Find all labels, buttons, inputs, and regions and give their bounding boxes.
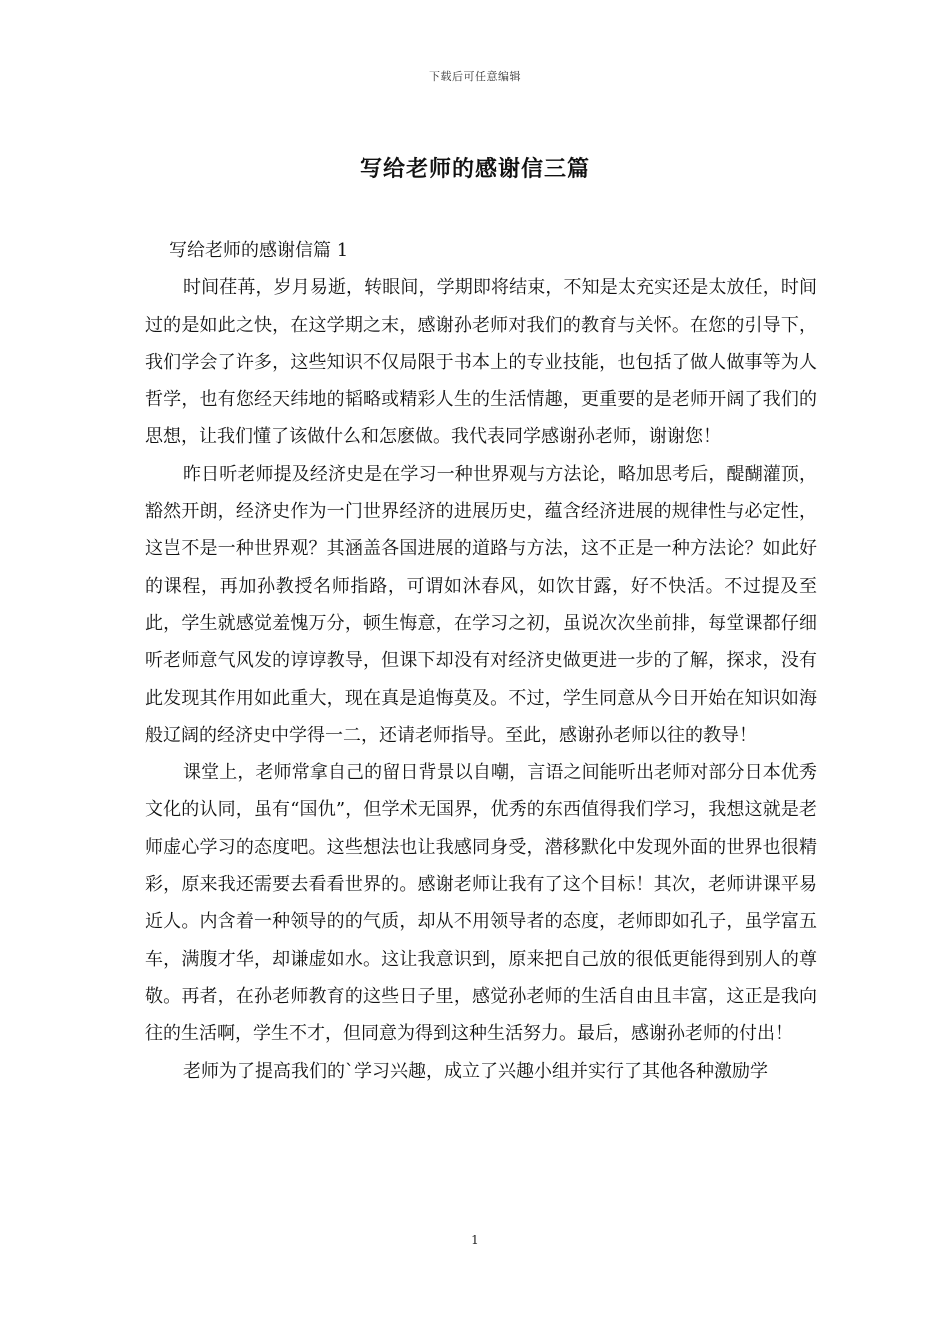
header-note: 下载后可任意编辑	[429, 70, 521, 83]
paragraph-2: 昨日听老师提及经济史是在学习一种世界观与方法论，略加思考后，醍醐灌顶，豁然开朗，经济史作为一门世界经济的进展历史，蕴含经济进展的规律性与必定性，这岂不是一种世界观？其涵盖各国进展的道路与方法，这不正是一种方法论？如此好的课程，再加孙教授名师指路，可谓如沐春风，如饮甘露，好不快活。不过提及至此，学生就感觉羞愧万分，顿生悔意，在学习之初，虽说次次坐前排，每堂课都仔细听老师意气风发的谆谆教导，但课下却没有对经济史做更进一步的了解，探求，没有此发现其作用如此重大，现在真是追悔莫及。不过，学生同意从今日开始在知识如海般辽阔的经济史中学得一二，还请老师指导。至此，感谢孙老师以往的教导！	[145, 463, 817, 746]
paragraph-1: 时间荏苒，岁月易逝，转眼间，学期即将结束，不知是太充实还是太放任，时间过的是如此之快，在这学期之末，感谢孙老师对我们的教育与关怀。在您的引导下，我们学会了许多，这些知识不仅局限于书本上的专业技能，也包括了做人做事等为人哲学，也有您经天纬地的韬略或精彩人生的生活情趣，更重要的是老师开阔了我们的思想，让我们懂了该做什么和怎麽做。我代表同学感谢孙老师，谢谢您！	[145, 277, 817, 448]
document-title: 写给老师的感谢信三篇	[359, 156, 590, 182]
paragraph-4: 老师为了提高我们的`学习兴趣，成立了兴趣小组并实行了其他各种激励学	[183, 1060, 768, 1082]
section-heading: 写给老师的感谢信篇 1	[169, 240, 349, 261]
page-number: 1	[471, 1233, 479, 1247]
paragraph-3: 课堂上，老师常拿自己的留日背景以自嘲，言语之间能听出老师对部分日本优秀文化的认同，虽有“国仇”，但学术无国界，优秀的东西值得我们学习，我想这就是老师虚心学习的态度吧。这些想法也让我感同身受，潜移默化中发现外面的世界也很精彩，原来我还需要去看看世界的。感谢老师让我有了这个目标！其次，老师讲课平易近人。内含着一种领导的的气质，却从不用领导者的态度，老师即如孔子，虽学富五车，满腹才华，却谦虚如水。这让我意识到，原来把自己放的很低更能得到别人的尊敬。再者，在孙老师教育的这些日子里，感觉孙老师的生活自由且丰富，这正是我向往的生活啊，学生不才，但同意为得到这种生活努力。最后，感谢孙老师的付出！	[145, 762, 817, 1045]
document-body	[145, 232, 817, 1090]
